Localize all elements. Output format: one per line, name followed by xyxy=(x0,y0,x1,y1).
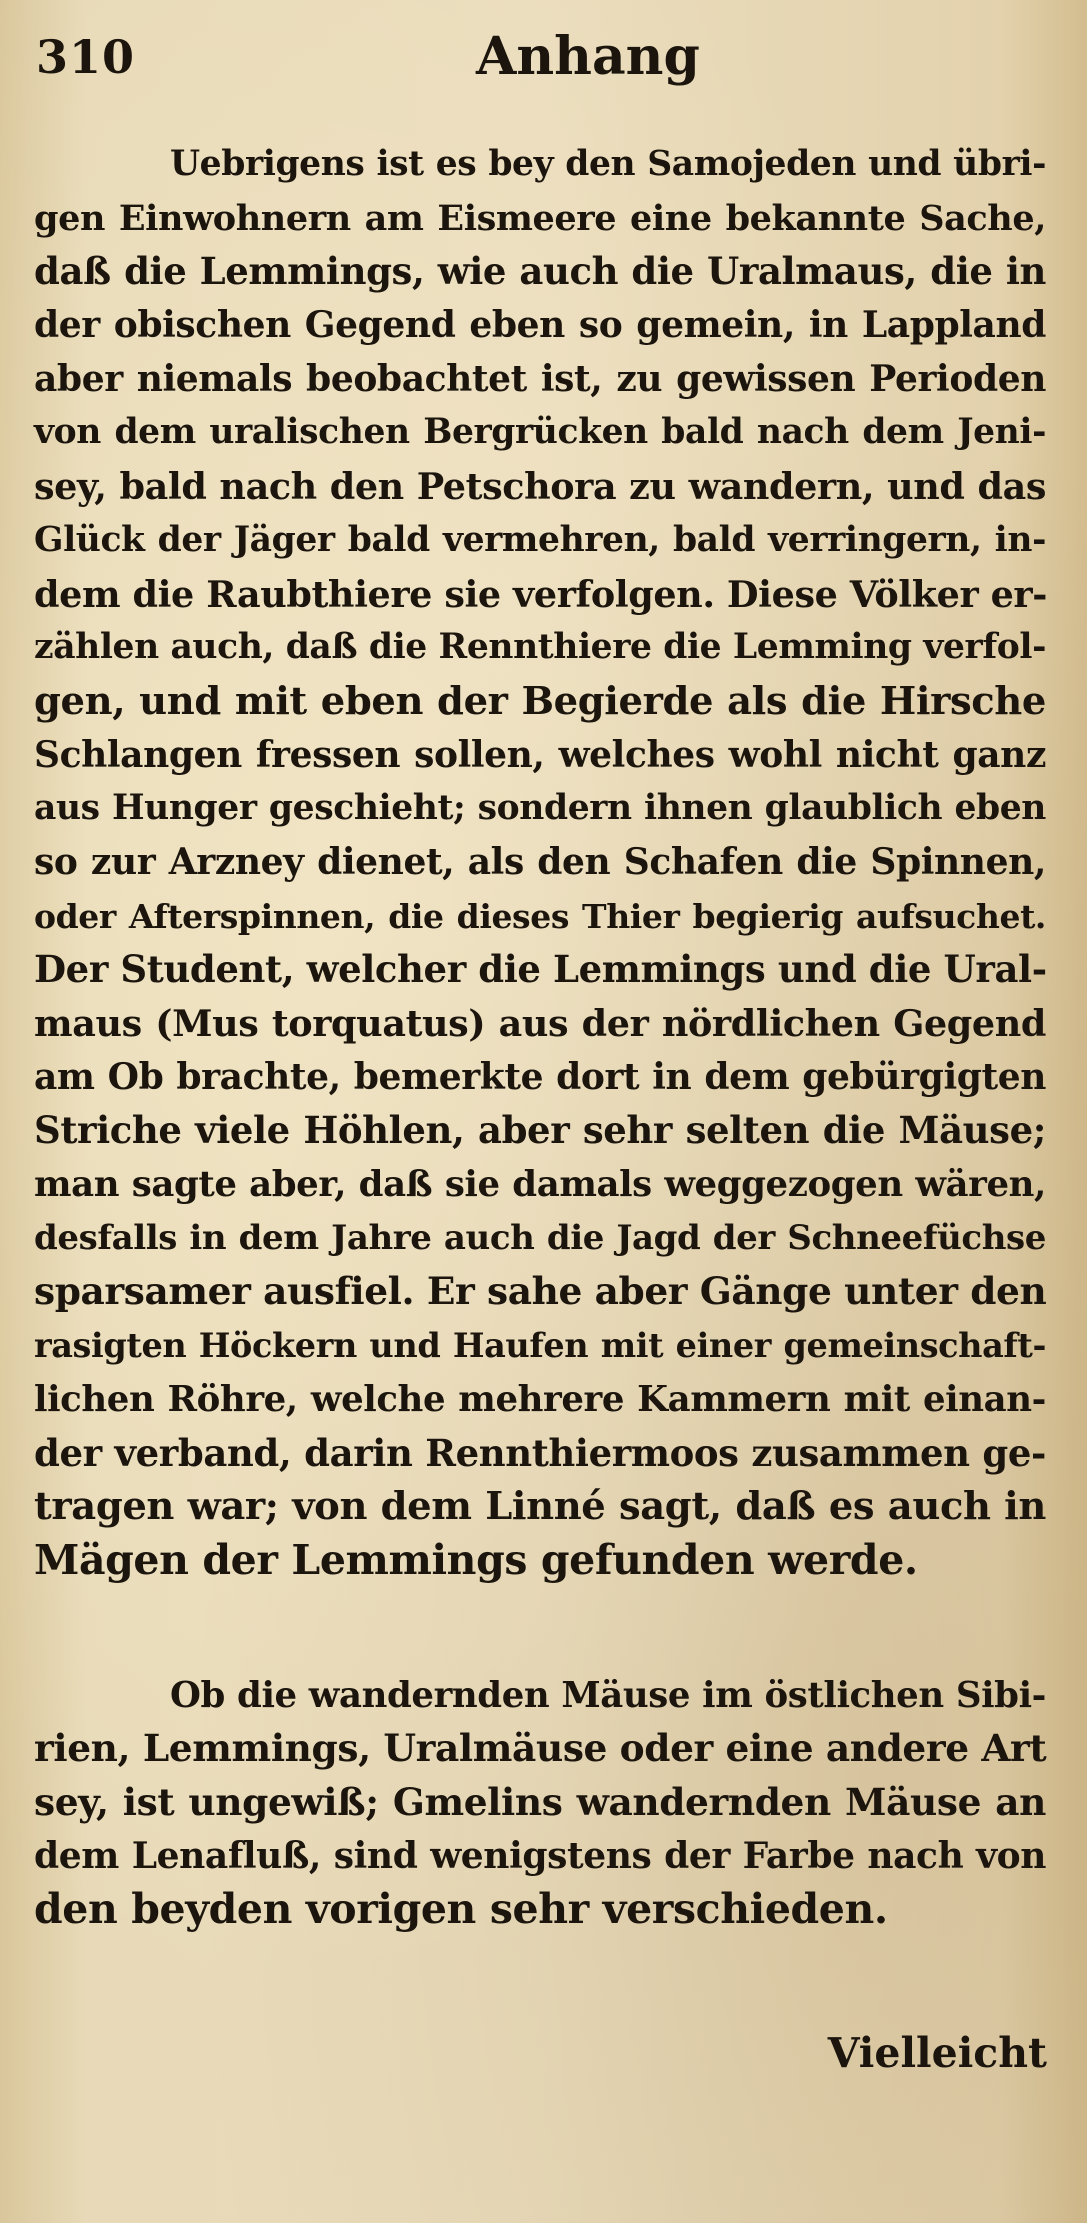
text-line: oder Afterspinnen, die dieses Thier begierig aufsuchet. xyxy=(34,896,1046,936)
text-line: Striche viele Höhlen, aber sehr selten die Mäuse; xyxy=(34,1108,1046,1153)
text-line: den beyden vorigen sehr verschieden. xyxy=(34,1885,888,1934)
catchword: Vielleicht xyxy=(827,2029,1047,2077)
paragraph-1 xyxy=(34,138,1046,1588)
text-line: rien, Lemmings, Uralmäuse oder eine andere Art xyxy=(34,1726,1047,1771)
text-line: Schlangen fressen sollen, welches wohl nicht ganz xyxy=(34,733,1046,776)
text-line: gen, und mit eben der Begierde als die Hirsche xyxy=(34,678,1046,724)
paragraph-2 xyxy=(34,1669,1046,1937)
text-line: am Ob brachte, bemerkte dort in dem gebürgigten xyxy=(34,1055,1046,1098)
running-head: Anhang xyxy=(476,26,700,87)
text-line: gen Einwohnern am Eismeere eine bekannte Sache, xyxy=(34,197,1046,239)
text-line: so zur Arzney dienet, als den Schafen die Spinnen, xyxy=(34,840,1046,883)
page-header xyxy=(36,22,1047,92)
text-line: sparsamer ausfiel. Er sahe aber Gänge unter den xyxy=(34,1269,1047,1314)
text-line: Mägen der Lemmings gefunden werde. xyxy=(34,1535,918,1584)
text-line: Uebrigens ist es bey den Samojeden und übri- xyxy=(170,144,1046,184)
text-line: desfalls in dem Jahre auch die Jagd der Schneefüchse xyxy=(34,1217,1046,1258)
text-line: tragen war; von dem Linné sagt, daß es auch in xyxy=(34,1484,1046,1530)
text-line: zählen auch, daß die Rennthiere die Lemming verfol- xyxy=(34,627,1046,668)
text-line: maus (Mus torquatus) aus der nördlichen Gegend xyxy=(34,1002,1046,1045)
text-line: sey, bald nach den Petschora zu wandern, und das xyxy=(34,465,1046,509)
text-line: von dem uralischen Bergrücken bald nach dem Jeni- xyxy=(34,412,1046,453)
text-line: daß die Lemmings, wie auch die Uralmaus, die in xyxy=(34,249,1046,294)
page-number: 310 xyxy=(36,30,136,84)
text-line: Der Student, welcher die Lemmings und die Ural- xyxy=(34,947,1047,992)
text-line: aus Hunger geschieht; sondern ihnen glaublich eben xyxy=(34,788,1046,829)
text-line: rasigten Höckern und Haufen mit einer gemeinschaft- xyxy=(34,1326,1046,1366)
text-line: sey, ist ungewiß; Gmelins wandernden Mäuse an xyxy=(34,1779,1046,1824)
text-line: lichen Röhre, welche mehrere Kammern mit einan- xyxy=(34,1378,1046,1420)
text-line: aber niemals beobachtet ist, zu gewissen Perioden xyxy=(34,357,1046,400)
paragraph-gap xyxy=(34,1588,1046,1669)
body-text xyxy=(34,138,1046,1937)
text-line: Ob die wandernden Mäuse im östlichen Sibi- xyxy=(170,1674,1046,1716)
text-line: Glück der Jäger bald vermehren, bald verringern, in- xyxy=(34,519,1046,560)
text-line: der obischen Gegend eben so gemein, in Lappland xyxy=(34,304,1046,347)
text-line: dem Lenafluß, sind wenigstens der Farbe nach von xyxy=(34,1834,1046,1877)
text-line: dem die Raubthiere sie verfolgen. Diese Völker er- xyxy=(34,572,1047,616)
text-line: der verband, darin Rennthiermoos zusammen ge- xyxy=(34,1430,1046,1475)
text-line: man sagte aber, daß sie damals weggezogen wären, xyxy=(34,1164,1046,1206)
